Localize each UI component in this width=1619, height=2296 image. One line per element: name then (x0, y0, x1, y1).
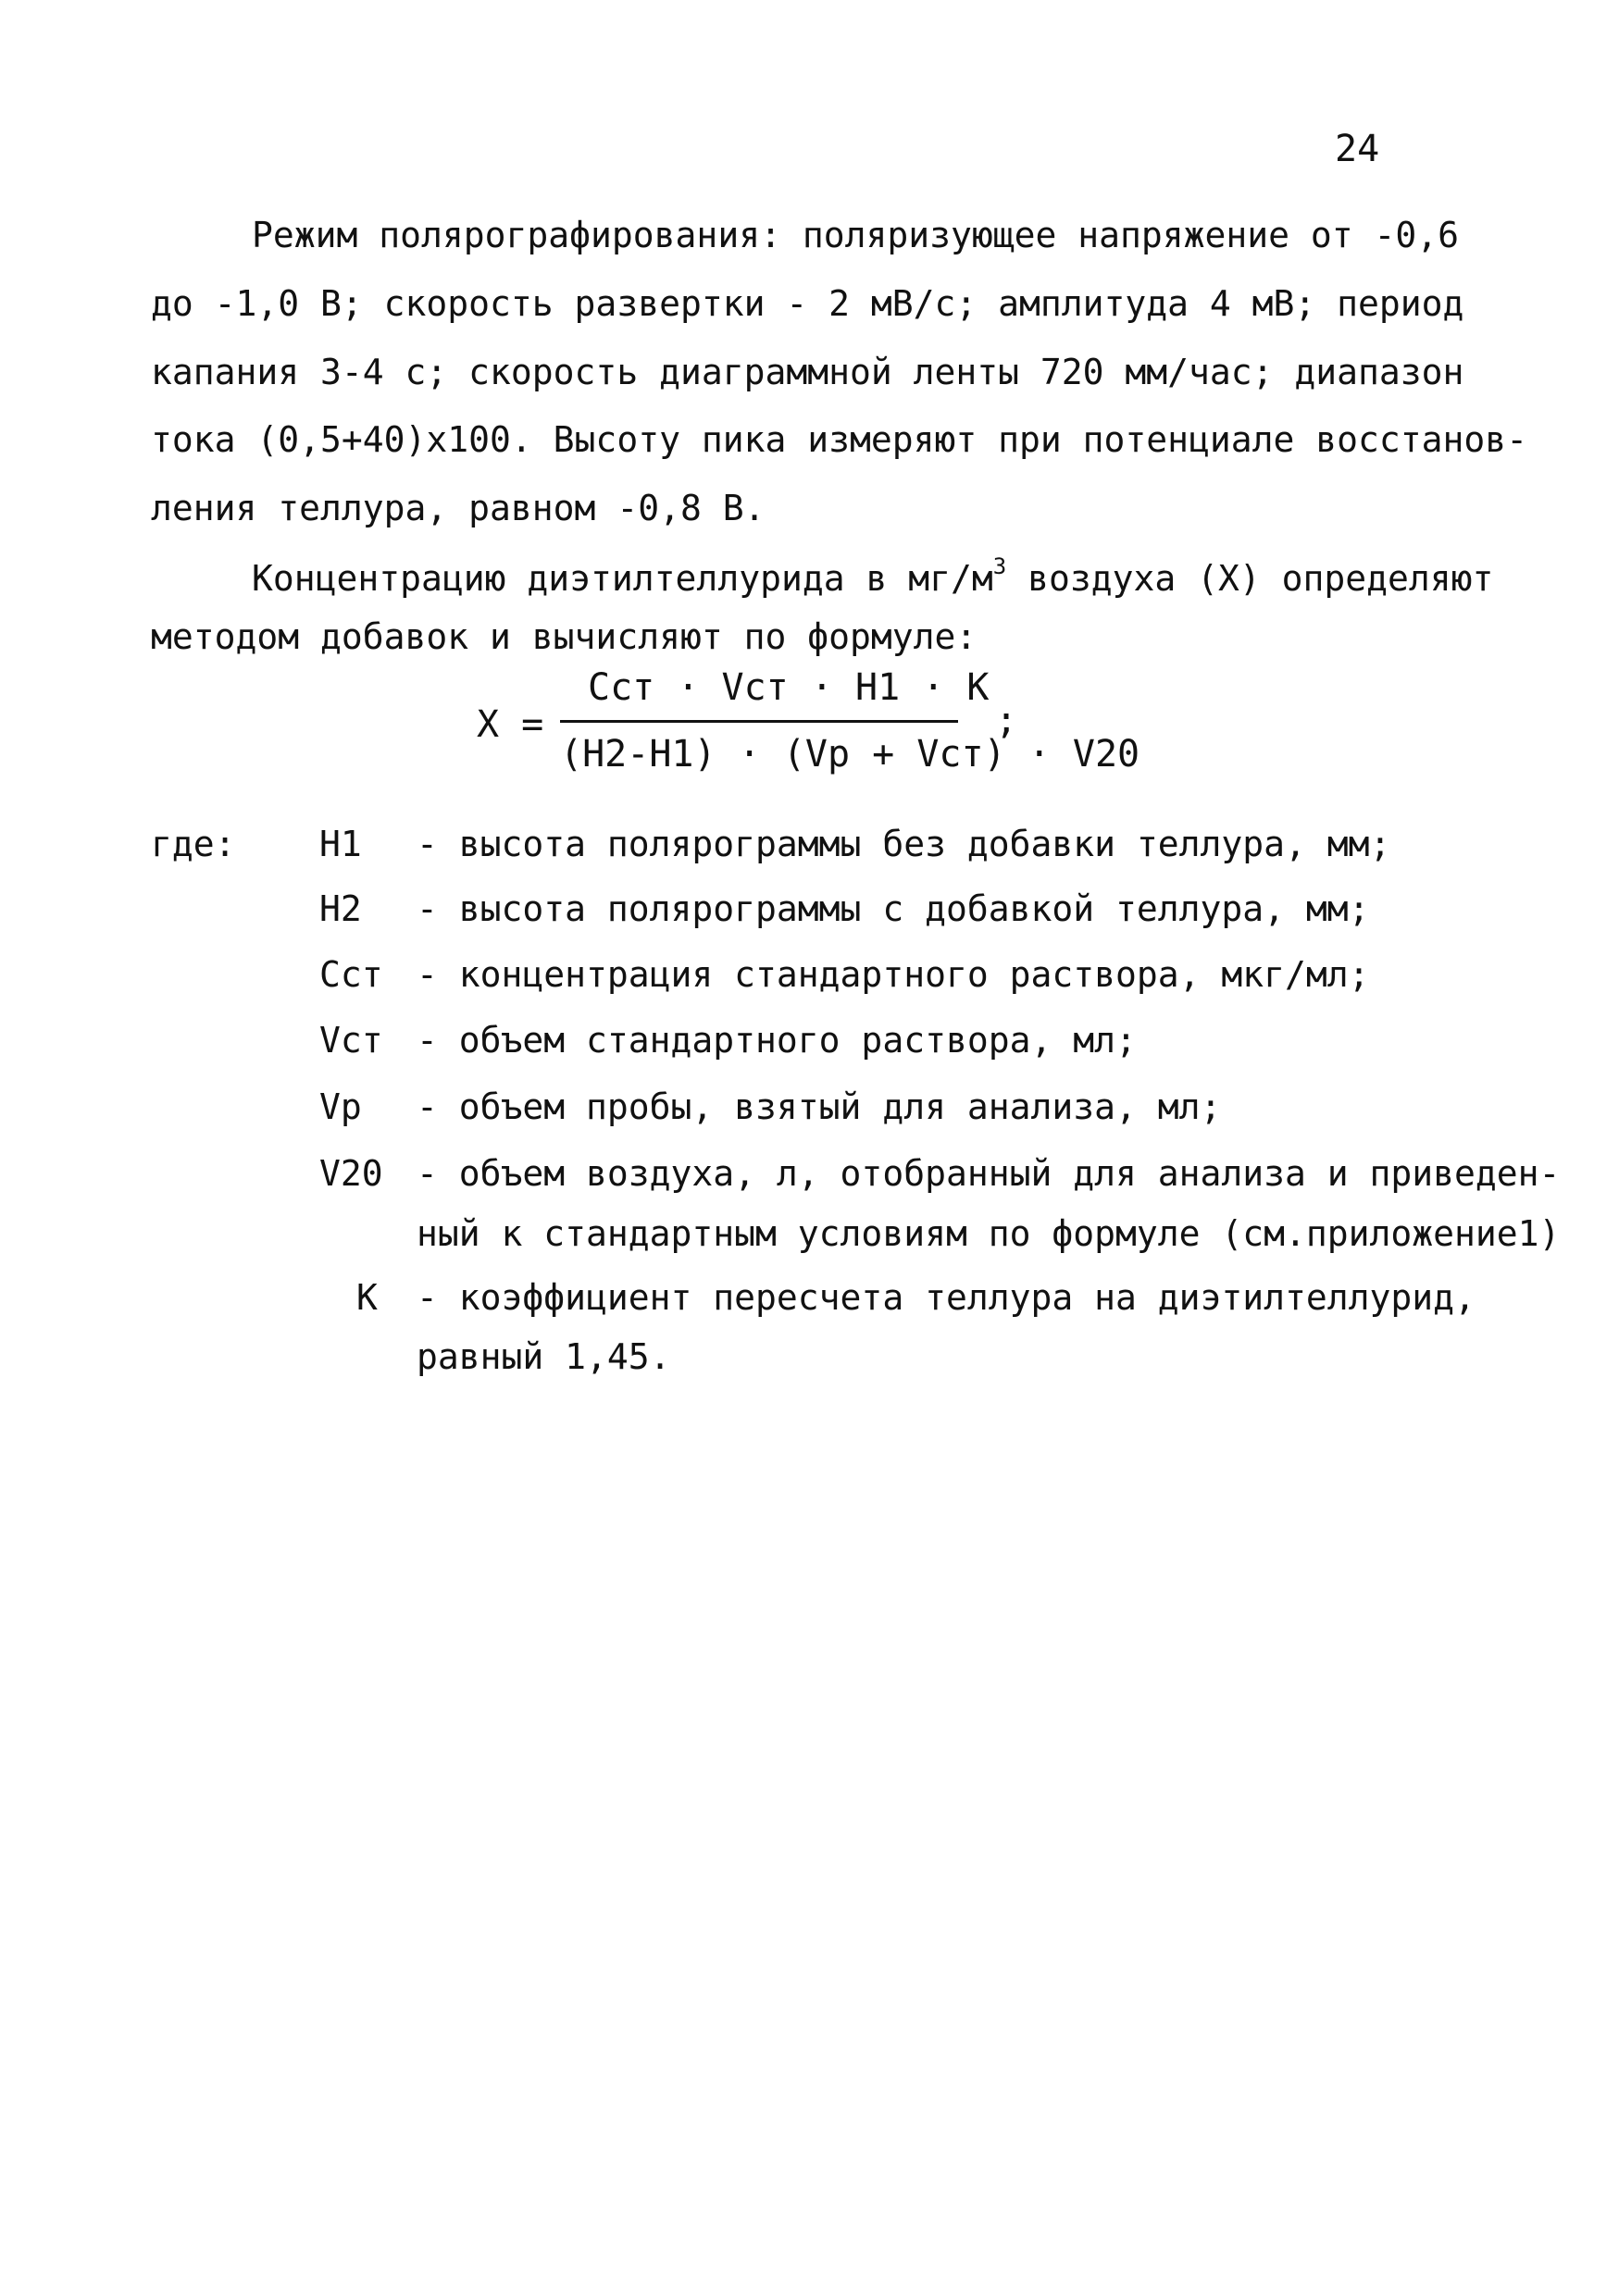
definition-k (356, 1277, 1476, 1318)
definition-text: равный 1,45. (417, 1336, 671, 1377)
definition-text: - высота полярограммы без добавки теллура, мм; (417, 824, 1391, 864)
definition-text: ный к стандартным условиям по формуле (см.приложение1) (417, 1213, 1561, 1254)
definition-symbol: H1 (319, 824, 362, 864)
definition-text: - объем стандартного раствора, мл; (417, 1020, 1137, 1061)
definition-text: - объем воздуха, л, отобранный для анализа и приведен- (417, 1153, 1561, 1194)
fraction-bar (560, 720, 958, 723)
definition-symbol: Vр (319, 1086, 362, 1127)
definition-symbol: H2 (319, 888, 362, 929)
text-segment: Концентрацию диэтилтеллурида в мг/м (252, 558, 993, 599)
text-line (252, 553, 1493, 599)
definition-text: - объем пробы, взятый для анализа, мл; (417, 1086, 1222, 1127)
definition-v20-continued (319, 1213, 1560, 1254)
definition-symbol: K (356, 1277, 378, 1318)
definition-text: - коэффициент пересчета теллура на диэтилтеллурид, (417, 1277, 1476, 1318)
definition-symbol: V20 (319, 1153, 383, 1194)
definition-h1 (319, 824, 1390, 864)
text-line: капания 3-4 с; скорость диаграммной ленты 720 мм/час; диапазон (151, 352, 1464, 392)
definition-text: - концентрация стандартного раствора, мкг/мл; (417, 954, 1370, 995)
page-number: 24 (1335, 128, 1380, 170)
definition-h2 (319, 888, 1370, 929)
definition-symbol: Сст (319, 954, 383, 995)
formula-terminator: ; (995, 700, 1018, 742)
text-line: до -1,0 В; скорость развертки - 2 мВ/с; амплитуда 4 мВ; период (151, 283, 1464, 324)
text-line: ления теллура, равном -0,8 В. (151, 488, 766, 528)
definition-k-continued (319, 1336, 671, 1377)
definition-cst (319, 954, 1370, 995)
superscript: 3 (992, 553, 1007, 579)
definition-v20 (319, 1153, 1560, 1194)
definition-vst (319, 1020, 1137, 1061)
text-line: методом добавок и вычисляют по формуле: (151, 616, 978, 657)
where-label: где: (151, 824, 236, 864)
formula-denominator: (H2-H1) · (Vр + Vст) · V20 (560, 733, 1140, 776)
text-segment: воздуха (X) определяют (1006, 558, 1494, 599)
text-line: Режим полярографирования: поляризующее напряжение от -0,6 (252, 215, 1460, 255)
text-line: тока (0,5+40)x100. Высоту пика измеряют при потенциале восстанов- (151, 419, 1528, 460)
formula-lhs: X = (477, 703, 544, 746)
definition-vp (319, 1086, 1221, 1127)
definition-symbol: Vст (319, 1020, 383, 1061)
definition-text: - высота полярограммы с добавкой теллура, мм; (417, 888, 1370, 929)
formula-numerator: Сст · Vст · H1 · K (588, 666, 990, 709)
